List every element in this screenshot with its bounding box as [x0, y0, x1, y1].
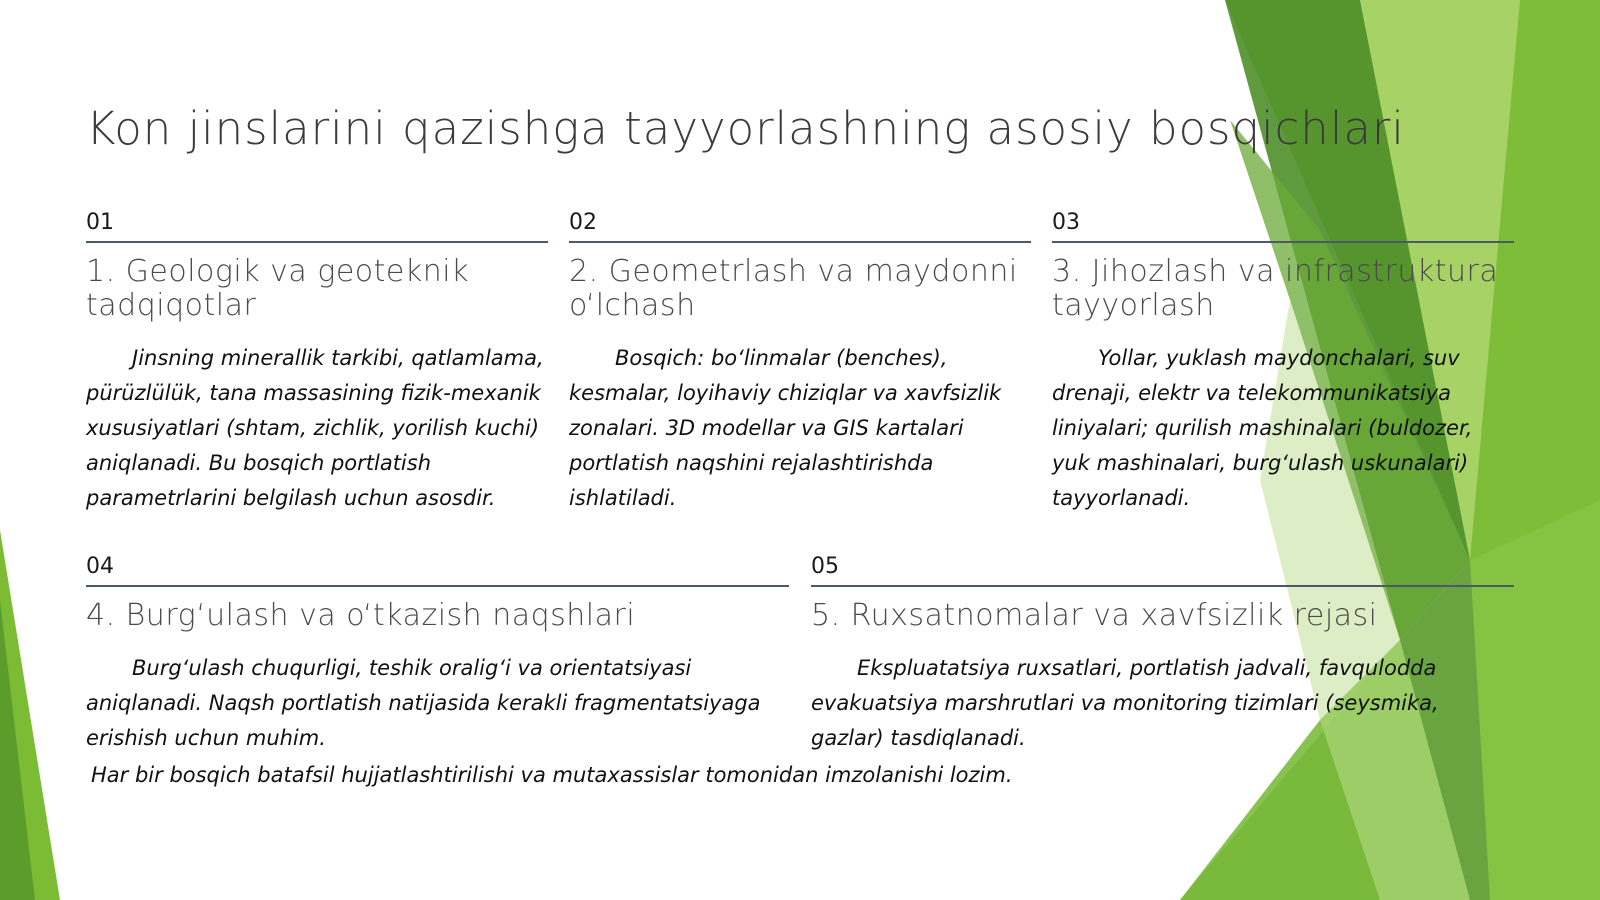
section-card-01 — [86, 209, 548, 516]
section-divider — [86, 585, 789, 587]
section-divider — [811, 585, 1514, 587]
section-number: 02 — [569, 210, 597, 235]
section-divider — [569, 241, 1031, 243]
section-body: Bosqich: bo‘linmalar (benches), kesmalar, loyihaviy chiziqlar va xavfsizlik zonalari. 3D modellar va GIS kartalari portlatish naqshini rejalashtirishda ishlatiladi. — [569, 346, 1002, 510]
section-card-05 — [811, 553, 1514, 756]
section-number: 03 — [1052, 210, 1080, 235]
section-card-04 — [86, 553, 789, 756]
section-body: Burg‘ulash chuqurligi, teshik oralig‘i va orientatsiyasi aniqlanadi. Naqsh portlatish natijasida kerakli fragmentatsiyaga erishish uchun muhim. — [86, 656, 761, 750]
page-title: Kon jinslarini qazishga tayyorlashning asosiy bosqichlari — [86, 102, 1405, 155]
section-divider — [1052, 241, 1514, 243]
section-heading: 3. Jihozlash va infrastruktura tayyorlash — [1052, 254, 1499, 323]
section-divider — [86, 241, 548, 243]
section-number: 05 — [811, 554, 839, 579]
section-number: 01 — [86, 210, 114, 235]
section-heading: 5. Ruxsatnomalar va xavfsizlik rejasi — [811, 598, 1378, 633]
section-heading: 2. Geometrlash va maydonni o‘lchash — [569, 254, 1018, 323]
section-body: Jinsning minerallik tarkibi, qatlamlama, pürüzlülük, tana massasining fizik-mexanik xususiyatlari (shtam, zichlik, yorilish kuchi) aniqlanadi. Bu bosqich portlatish parametrlarini belgilash uchun asosdir. — [86, 346, 544, 510]
section-number: 04 — [86, 554, 114, 579]
section-body: Ekspluatatsiya ruxsatlari, portlatish jadvali, favqulodda evakuatsiya marshrutlari va monitoring tizimlari (seysmika, gazlar) tasdiqlanadi. — [811, 656, 1439, 750]
section-body: Yollar, yuklash maydonchalari, suv drenaji, elektr va telekommunikatsiya liniyalari; qurilish mashinalari (buldozer, yuk mashinalari, burg‘ulash uskunalari) tayyorlanadi. — [1052, 346, 1473, 510]
section-card-02 — [569, 209, 1031, 516]
section-heading: 1. Geologik va geoteknik tadqiqotlar — [86, 254, 469, 323]
footer-note: Har bir bosqich batafsil hujjatlashtirilishi va mutaxassislar tomonidan imzolanishi lozim. — [91, 763, 1013, 787]
section-card-03 — [1052, 209, 1514, 516]
section-heading: 4. Burg‘ulash va o‘tkazish naqshlari — [86, 598, 636, 633]
